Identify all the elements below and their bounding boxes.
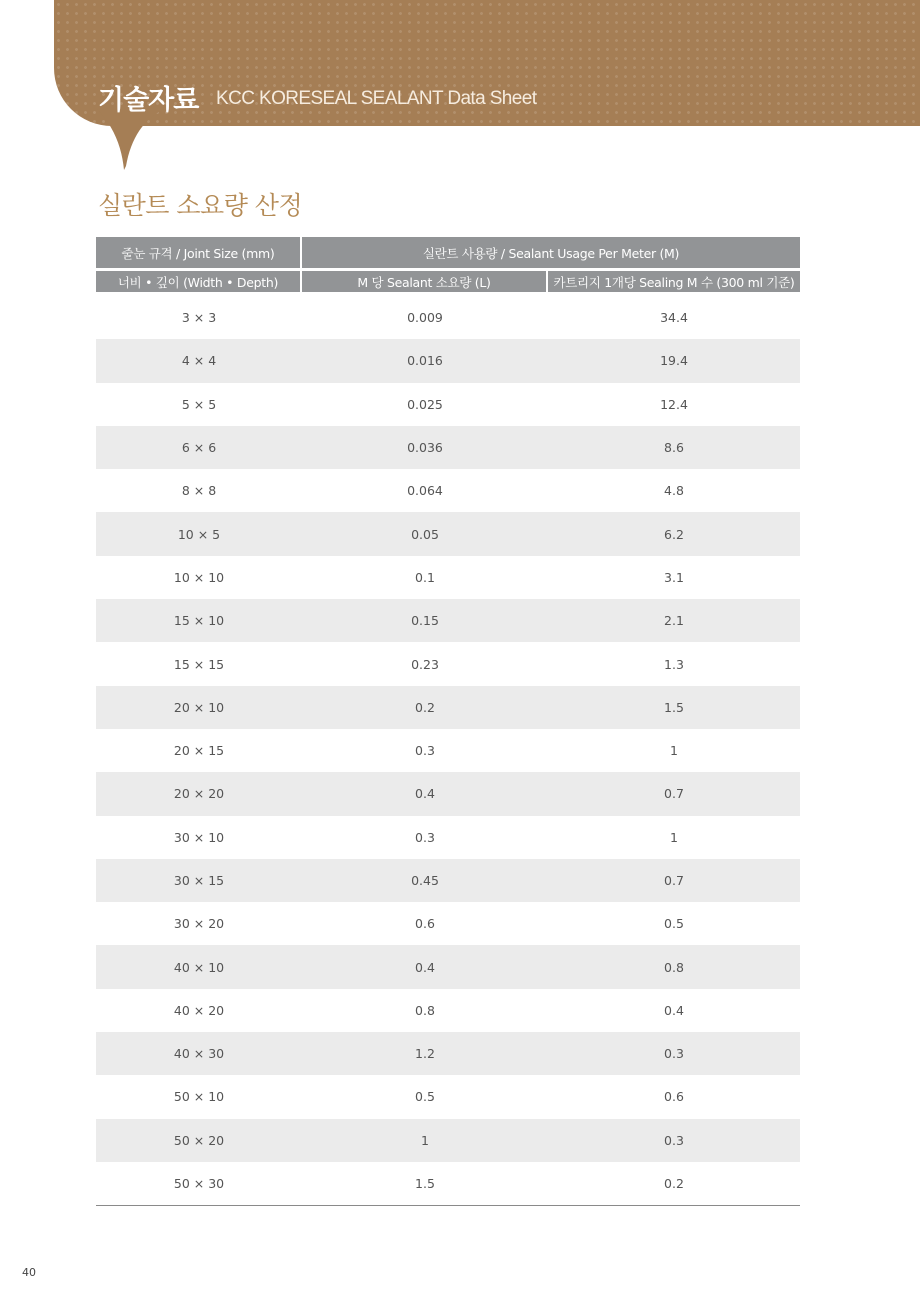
cell-per-meter: 0.1	[415, 569, 435, 585]
cell-per-meter: 0.5	[415, 1089, 435, 1105]
page-number: 40	[22, 1266, 36, 1279]
table-row	[96, 1162, 800, 1205]
table-row	[96, 1032, 800, 1075]
cell-joint-size: 40 × 30	[173, 1046, 225, 1062]
cell-per-meter: 0.3	[415, 829, 435, 845]
table-header-row-1	[96, 237, 800, 268]
cell-per-cartridge: 0.7	[664, 786, 684, 802]
table-row	[96, 772, 800, 815]
cell-per-meter: 0.016	[407, 353, 443, 369]
header-joint-size: 줄눈 규격 / Joint Size (mm)	[96, 237, 300, 268]
header-title-ko: 기술자료	[98, 85, 199, 116]
cell-joint-size: 15 × 10	[173, 613, 225, 629]
cell-joint-size: 10 × 10	[173, 569, 225, 585]
cell-joint-size: 20 × 10	[173, 699, 225, 715]
cell-per-cartridge: 34.4	[660, 310, 688, 326]
cell-per-cartridge: 0.6	[664, 1089, 684, 1105]
cell-per-meter: 1	[421, 1132, 429, 1148]
cell-joint-size: 40 × 20	[173, 1002, 225, 1018]
table-row	[96, 945, 800, 988]
table-body	[96, 296, 800, 1206]
table-header-row-2	[96, 271, 800, 292]
cell-per-cartridge: 1.3	[664, 656, 684, 672]
header-sealant-usage: 실란트 사용량 / Sealant Usage Per Meter (M)	[302, 237, 800, 268]
cell-per-meter: 0.4	[415, 786, 435, 802]
cell-per-cartridge: 3.1	[664, 569, 684, 585]
cell-joint-size: 30 × 15	[173, 873, 225, 888]
cell-joint-size: 5 × 5	[181, 396, 217, 412]
cell-per-cartridge: 4.8	[664, 483, 684, 499]
cell-per-cartridge: 19.4	[660, 353, 688, 369]
cell-per-meter: 0.23	[411, 656, 439, 672]
cell-per-meter: 0.6	[415, 916, 435, 932]
cell-per-cartridge: 1	[670, 829, 678, 845]
table-row	[96, 859, 800, 902]
cell-joint-size: 50 × 10	[173, 1089, 225, 1105]
cell-per-meter: 1.2	[415, 1046, 435, 1062]
cell-per-meter: 0.3	[415, 743, 435, 759]
table-row	[96, 426, 800, 469]
cell-per-cartridge: 2.1	[664, 613, 684, 629]
cell-joint-size: 10 × 5	[177, 526, 221, 542]
cell-joint-size: 15 × 15	[173, 656, 225, 672]
header-width-depth: 너비 • 깊이 (Width • Depth)	[96, 271, 300, 292]
cell-joint-size: 4 × 4	[181, 353, 217, 369]
table-row	[96, 296, 800, 339]
cell-per-meter: 0.45	[411, 873, 439, 888]
cell-joint-size: 20 × 20	[173, 786, 225, 802]
cell-joint-size: 20 × 15	[173, 743, 225, 759]
table-row	[96, 989, 800, 1032]
cell-per-meter: 0.2	[415, 699, 435, 715]
table-row	[96, 816, 800, 859]
table-row	[96, 1075, 800, 1118]
cell-per-cartridge: 12.4	[660, 396, 688, 412]
cell-per-cartridge: 8.6	[664, 440, 684, 456]
cell-joint-size: 30 × 10	[173, 829, 225, 845]
cell-per-meter: 0.15	[411, 613, 439, 629]
table-row	[96, 339, 800, 382]
table-row	[96, 469, 800, 512]
cell-per-meter: 0.8	[415, 1002, 435, 1018]
cell-per-meter: 0.009	[407, 310, 443, 326]
cell-per-cartridge: 0.5	[664, 916, 684, 932]
table-row	[96, 383, 800, 426]
cell-joint-size: 50 × 20	[173, 1132, 225, 1148]
table-row	[96, 642, 800, 685]
banner-tail-shape	[96, 108, 166, 170]
cell-joint-size: 30 × 20	[173, 916, 225, 932]
cell-joint-size: 40 × 10	[173, 959, 225, 975]
header-title-en: KCC KORESEAL SEALANT Data Sheet	[216, 88, 537, 109]
cell-joint-size: 3 × 3	[181, 310, 217, 326]
cell-per-cartridge: 0.2	[664, 1176, 684, 1192]
section-title: 실란트 소요량 산정	[98, 191, 303, 220]
header-per-cartridge: 카트리지 1개당 Sealing M 수 (300 ml 기준)	[548, 271, 800, 292]
cell-per-cartridge: 1.5	[664, 699, 684, 715]
table-row	[96, 599, 800, 642]
cell-per-meter: 0.05	[411, 526, 439, 542]
cell-per-meter: 1.5	[415, 1176, 435, 1192]
header-per-meter: M 당 Sealant 소요량 (L)	[302, 271, 546, 292]
cell-per-cartridge: 0.4	[664, 1002, 684, 1018]
cell-per-cartridge: 1	[670, 743, 678, 759]
cell-per-meter: 0.036	[407, 440, 443, 456]
cell-per-cartridge: 0.3	[664, 1046, 684, 1062]
cell-per-meter: 0.064	[407, 483, 443, 499]
table-row	[96, 686, 800, 729]
cell-per-cartridge: 0.7	[664, 873, 684, 888]
cell-per-meter: 0.4	[415, 959, 435, 975]
cell-joint-size: 50 × 30	[173, 1176, 225, 1192]
table-row	[96, 556, 800, 599]
table-row	[96, 1119, 800, 1162]
cell-per-cartridge: 6.2	[664, 526, 684, 542]
cell-joint-size: 8 × 8	[181, 483, 217, 499]
table-row	[96, 512, 800, 555]
cell-per-cartridge: 0.3	[664, 1132, 684, 1148]
sealant-usage-table	[96, 237, 800, 1206]
cell-joint-size: 6 × 6	[181, 440, 217, 456]
table-row	[96, 902, 800, 945]
table-row	[96, 729, 800, 772]
cell-per-meter: 0.025	[407, 396, 443, 412]
cell-per-cartridge: 0.8	[664, 959, 684, 975]
